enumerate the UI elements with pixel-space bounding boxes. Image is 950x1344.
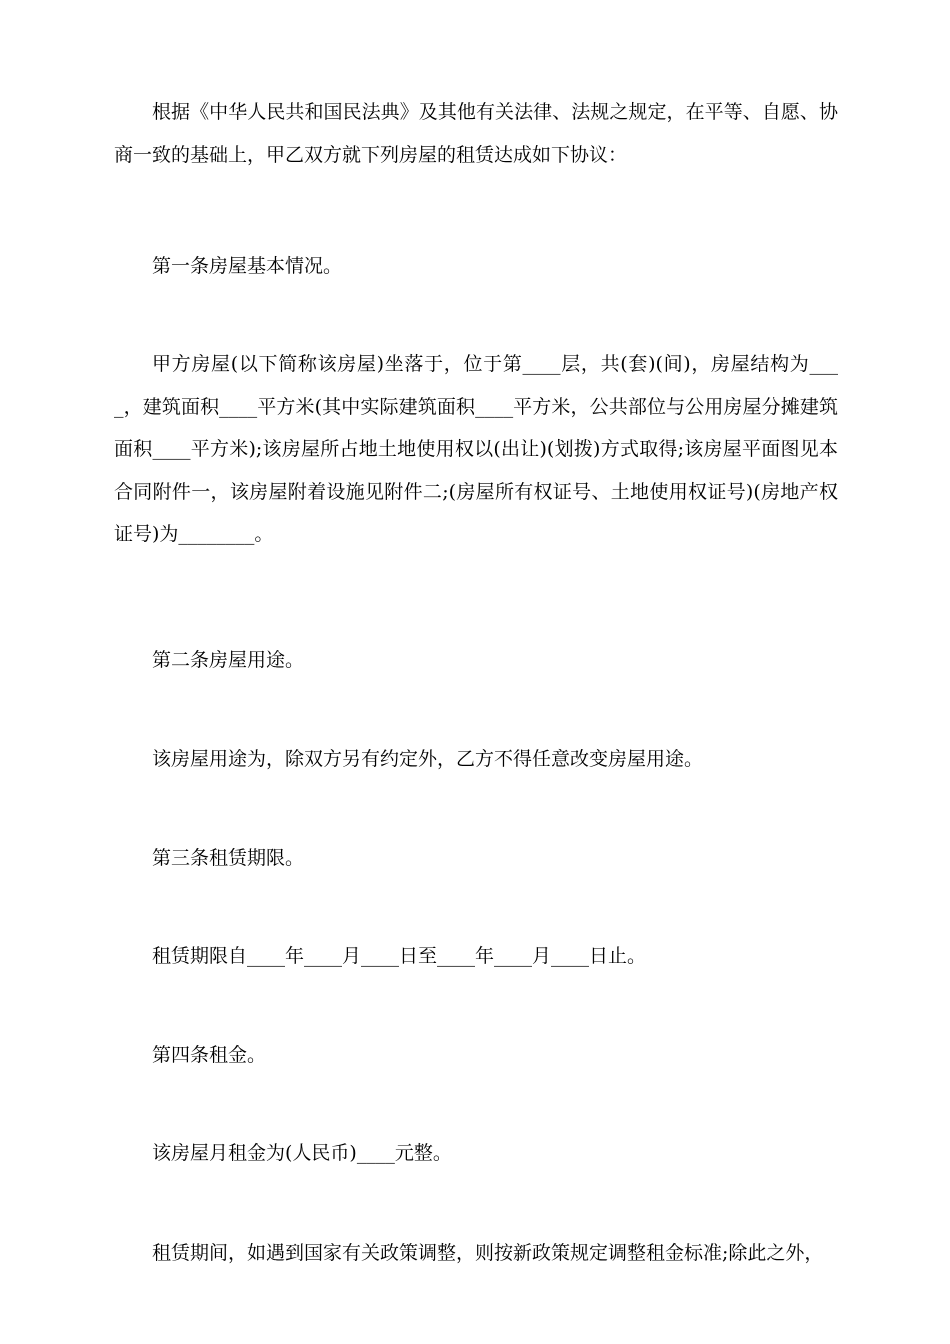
article-1-heading: 第一条房屋基本情况。 <box>152 255 343 277</box>
article-4-heading: 第四条租金。 <box>152 1044 267 1066</box>
article-3-body: 租赁期限自____年____月____日至____年____月____日止。 <box>152 945 647 967</box>
article-4-rent-amount: 该房屋月租金为(人民币)____元整。 <box>152 1142 452 1164</box>
article-3-heading: 第三条租赁期限。 <box>152 847 305 869</box>
article-2-body: 该房屋用途为，除双方另有约定外，乙方不得任意改变房屋用途。 <box>152 748 704 770</box>
preamble-paragraph: 根据《中华人民共和国民法典》及其他有关法律、法规之规定，在平等、自愿、协商一致的基础上，甲乙双方就下列房屋的租赁达成如下协议： <box>114 101 838 166</box>
article-1-body: 甲方房屋(以下简称该房屋)坐落于，位于第____层，共(套)(间)，房屋结构为____，建筑面积____平方米(其中实际建筑面积____平方米，公共部位与公用房屋分摊建筑面积____平方米);该房屋所占地土地使用权以(出让)(划拨)方式取得;该房屋平面图见本合同附件一，该房屋附着设施见附件二;(房屋所有权证号、土地使用权证号)(房地产权证号)为________。 <box>114 353 838 545</box>
article-2-heading: 第二条房屋用途。 <box>152 649 305 671</box>
article-4-rent-adjustment: 租赁期间，如遇到国家有关政策调整，则按新政策规定调整租金标准;除此之外， <box>152 1242 824 1264</box>
